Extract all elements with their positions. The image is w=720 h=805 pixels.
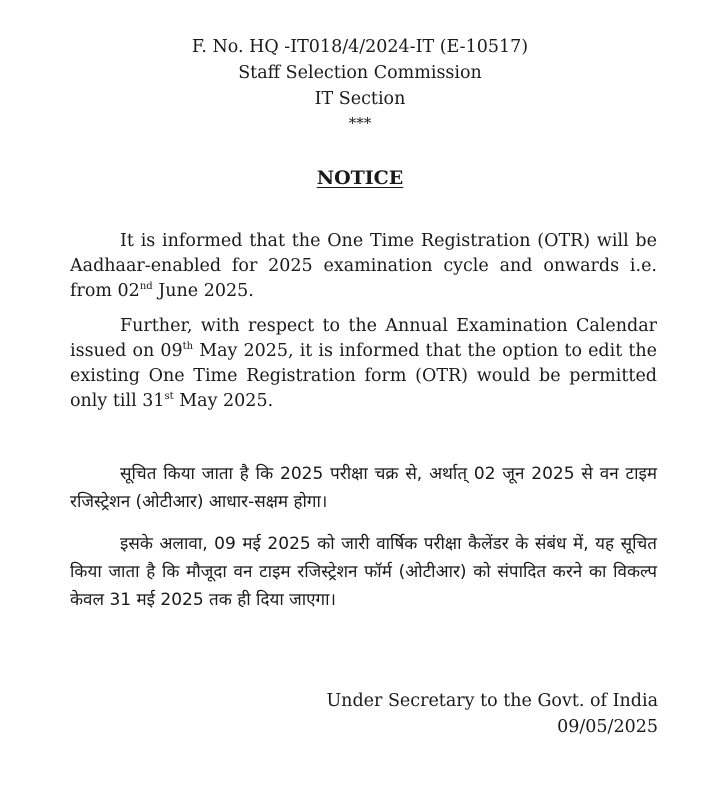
english-para2-sup-1: th — [182, 341, 194, 353]
english-para1-text-2: June 2025. — [152, 281, 254, 301]
english-paragraph-2 — [70, 314, 657, 414]
english-para2-sup-2: st — [164, 391, 174, 403]
hindi-paragraph-2: इसके अलावा, 09 मई 2025 को जारी वार्षिक परीक्षा कैलेंडर के संबंध में, यह सूचित किया जाता है कि मौजूदा वन टाइम रजिस्ट्रेशन फॉर्म (ओटीआर) को संपादित करने का विकल्प केवल 31 मई 2025 तक ही दिया जाएगा। — [70, 534, 657, 610]
english-para1-text-1: It is informed that the One Time Registration (OTR) will be Aadhaar-enabled for 2025 examination cycle and onwards i.e. from 02 — [70, 231, 657, 301]
english-para2-text-2: May 2025, it is informed that the option to edit the existing One Time Registration form (OTR) would be permitted only till 31 — [70, 341, 658, 411]
signature-date: 09/05/2025 — [557, 717, 658, 737]
english-para2-text-3: May 2025. — [173, 391, 274, 411]
section-name: IT Section — [314, 89, 406, 109]
english-para2-text-1: Further, with respect to the Annual Examination Calendar issued on 09 — [70, 316, 657, 361]
hindi-paragraph-1: सूचित किया जाता है कि 2025 परीक्षा चक्र से, अर्थात् 02 जून 2025 से वन टाइम रजिस्ट्रेशन (ओटीआर) आधार-सक्षम होगा। — [70, 464, 657, 512]
english-para1-sup-1: nd — [139, 281, 153, 293]
organization-name: Staff Selection Commission — [238, 63, 482, 83]
separator-stars: *** — [348, 114, 372, 132]
notice-title: NOTICE — [316, 167, 404, 189]
signatory-title: Under Secretary to the Govt. of India — [326, 691, 658, 711]
english-paragraph-1 — [70, 229, 657, 304]
file-number: F. No. HQ -IT018/4/2024-IT (E-10517) — [191, 37, 529, 57]
